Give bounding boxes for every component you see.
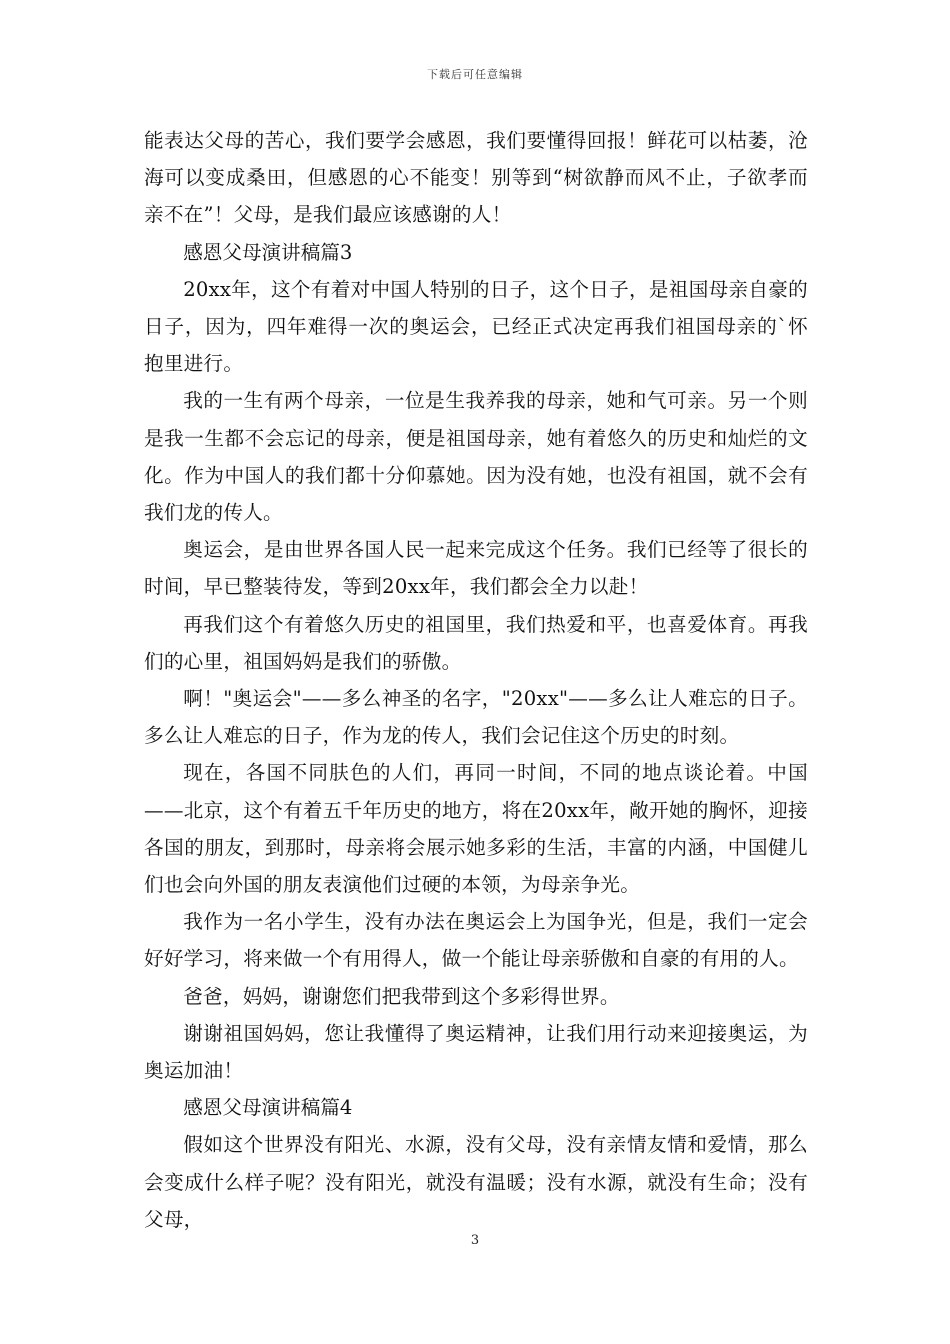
- paragraph: 我作为一名小学生，没有办法在奥运会上为国争光，但是，我们一定会好好学习，将来做一个有用得人，做一个能让母亲骄傲和自豪的有用的人。: [144, 910, 808, 971]
- paragraph: 谢谢祖国妈妈，您让我懂得了奥运精神，让我们用行动来迎接奥运，为奥运加油！: [144, 1021, 808, 1083]
- paragraph: 20xx年，这个有着对中国人特别的日子，这个日子，是祖国母亲自豪的日子，因为，四年难得一次的奥运会，已经正式决定再我们祖国母亲的`怀抱里进行。: [144, 277, 808, 376]
- section-heading-3: 感恩父母演讲稿篇3: [183, 240, 353, 264]
- paragraph-continued: 能表达父母的苦心，我们要学会感恩，我们要懂得回报！鲜花可以枯萎，沧海可以变成桑田，但感恩的心不能变！别等到“树欲静而风不止，子欲孝而亲不在”！父母，是我们最应该感谢的人！: [144, 129, 808, 227]
- paragraph: 我的一生有两个母亲，一位是生我养我的母亲，她和气可亲。另一个则是我一生都不会忘记的母亲，便是祖国母亲，她有着悠久的历史和灿烂的文化。作为中国人的我们都十分仰慕她。因为没有她，也没有祖国，就不会有我们龙的传人。: [144, 389, 808, 525]
- paragraph: 啊！"奥运会"——多么神圣的名字，"20xx"——多么让人难忘的日子。多么让人难忘的日子，作为龙的传人，我们会记住这个历史的时刻。: [144, 687, 808, 748]
- paragraph: 奥运会，是由世界各国人民一起来完成这个任务。我们已经等了很长的时间，早已整装待发，等到20xx年，我们都会全力以赴！: [144, 538, 808, 599]
- page-header: 下载后可任意编辑: [427, 68, 523, 81]
- document-body: [144, 122, 808, 1238]
- paragraph: 再我们这个有着悠久历史的祖国里，我们热爱和平，也喜爱体育。再我们的心里，祖国妈妈是我们的骄傲。: [144, 612, 808, 673]
- page-number: 3: [470, 1233, 480, 1248]
- section-heading-4: 感恩父母演讲稿篇4: [183, 1096, 353, 1120]
- paragraph: 现在，各国不同肤色的人们，再同一时间，不同的地点谈论着。中国——北京，这个有着五千年历史的地方，将在20xx年，敞开她的胸怀，迎接各国的朋友，到那时，母亲将会展示她多彩的生活，丰富的内涵，中国健儿们也会向外国的朋友表演他们过硬的本领，为母亲争光。: [144, 761, 808, 897]
- paragraph: 爸爸，妈妈，谢谢您们把我带到这个多彩得世界。: [183, 984, 620, 1008]
- paragraph: 假如这个世界没有阳光、水源，没有父母，没有亲情友情和爱情，那么会变成什么样子呢？没有阳光，就没有温暖；没有水源，就没有生命；没有父母，: [144, 1133, 808, 1231]
